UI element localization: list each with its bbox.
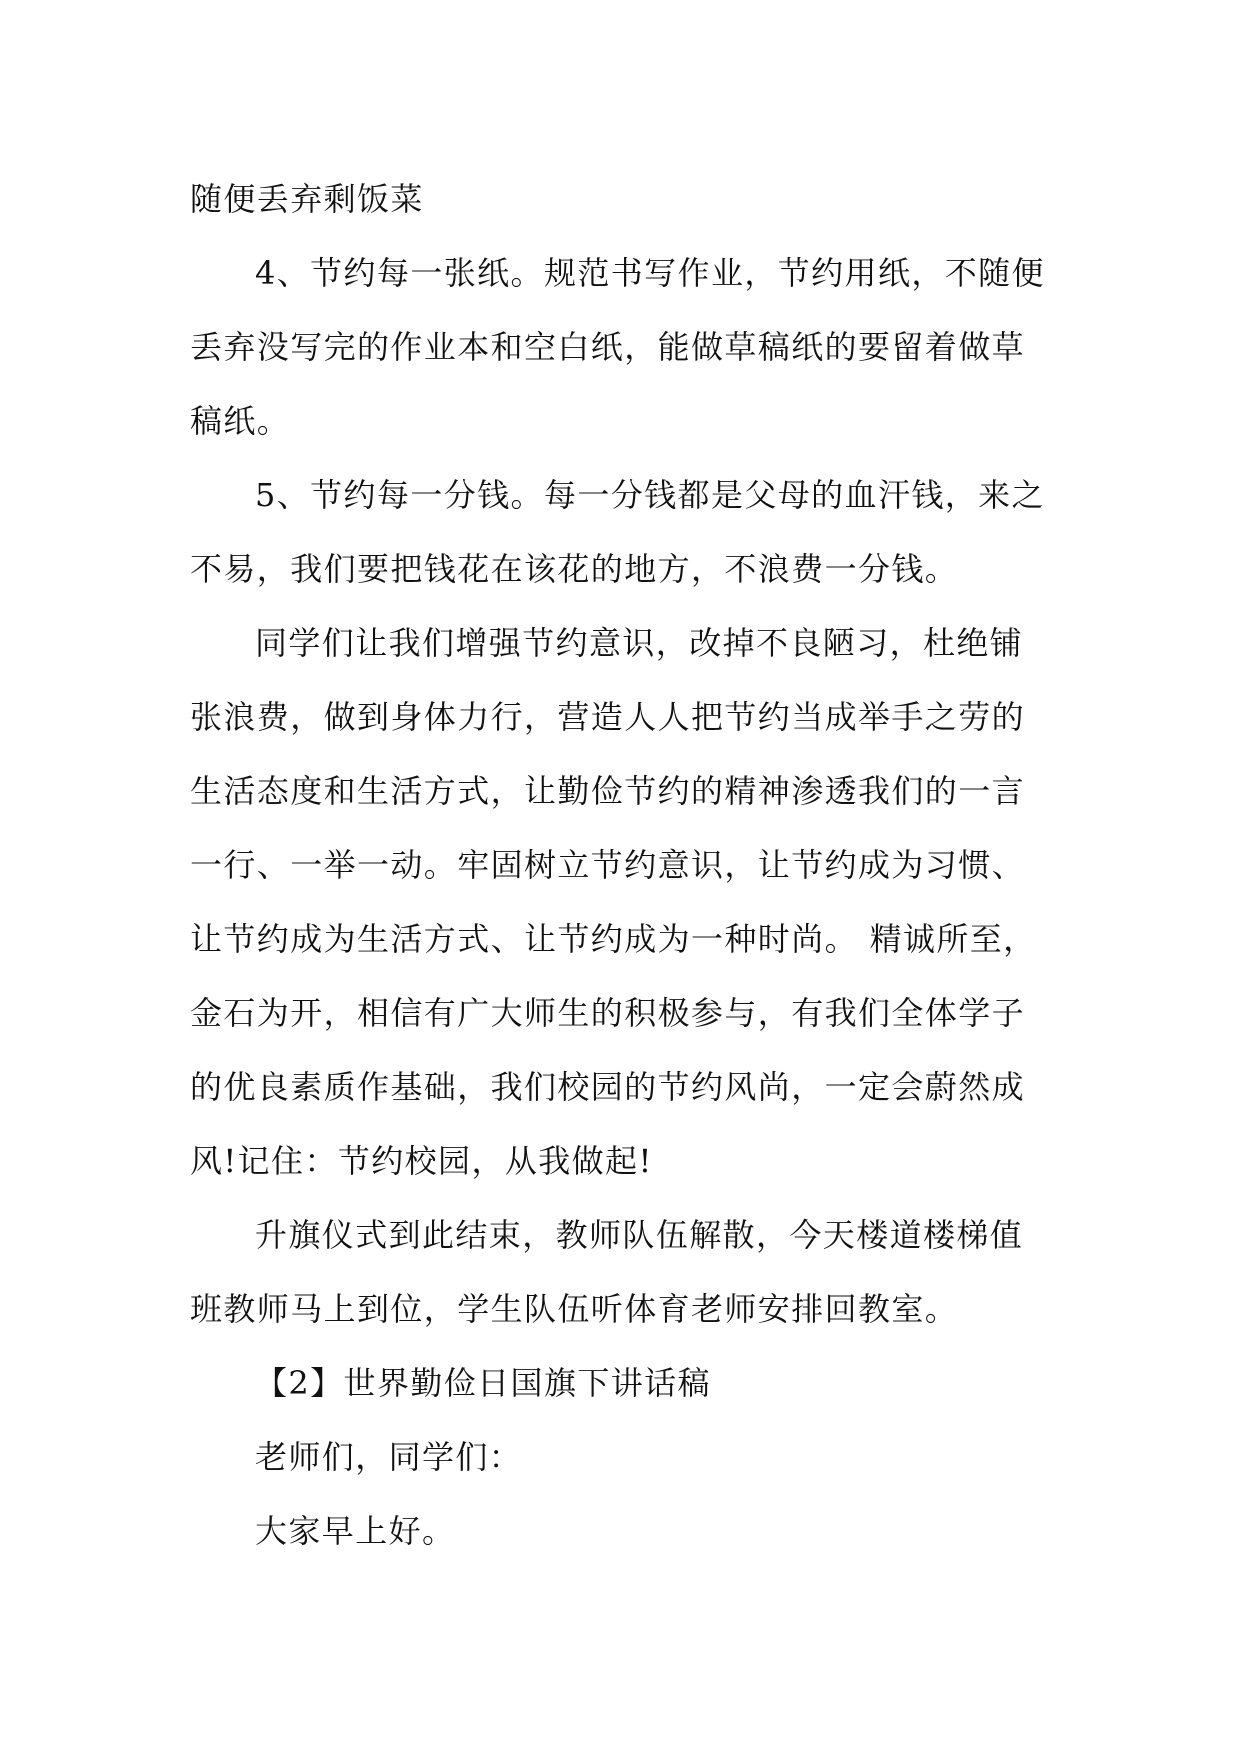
text-line: 丢弃没写完的作业本和空白纸，能做草稿纸的要留着做草 [190,328,1026,366]
greeting: 大家早上好。 [255,1512,456,1550]
text-line: 的优良素质作基础，我们校园的节约风尚，一定会蔚然成 [190,1068,1026,1106]
text-line: 稿纸。 [190,402,291,440]
text-line: 不易，我们要把钱花在该花的地方，不浪费一分钱。 [190,550,959,588]
text-line: 随便丢弃剩饭菜 [190,180,424,218]
document-body [190,162,1058,1568]
text-line-item-5: 5、节约每一分钱。每一分钱都是父母的血汗钱，来之 [255,476,1045,514]
text-line: 让节约成为生活方式、让节约成为一种时尚。 精诚所至， [190,920,1037,958]
section-heading: 【2】世界勤俭日国旗下讲话稿 [255,1364,711,1402]
text-line: 一行、一举一动。牢固树立节约意识，让节约成为习惯、 [190,846,1026,884]
text-line-paragraph-start: 同学们让我们增强节约意识，改掉不良陋习，杜绝铺 [255,624,1024,662]
salutation: 老师们，同学们： [255,1438,523,1476]
text-line: 生活态度和生活方式，让勤俭节约的精神渗透我们的一言 [190,772,1026,810]
text-line: 风!记住：节约校园，从我做起! [190,1142,653,1180]
text-line: 金石为开，相信有广大师生的积极参与，有我们全体学子 [190,994,1026,1032]
text-line: 张浪费，做到身体力行，营造人人把节约当成举手之劳的 [190,698,1026,736]
text-line-paragraph-start: 升旗仪式到此结束，教师队伍解散，今天楼道楼梯值 [255,1216,1024,1254]
text-line: 班教师马上到位，学生队伍听体育老师安排回教室。 [190,1290,959,1328]
text-line-item-4: 4、节约每一张纸。规范书写作业，节约用纸，不随便 [255,254,1045,292]
